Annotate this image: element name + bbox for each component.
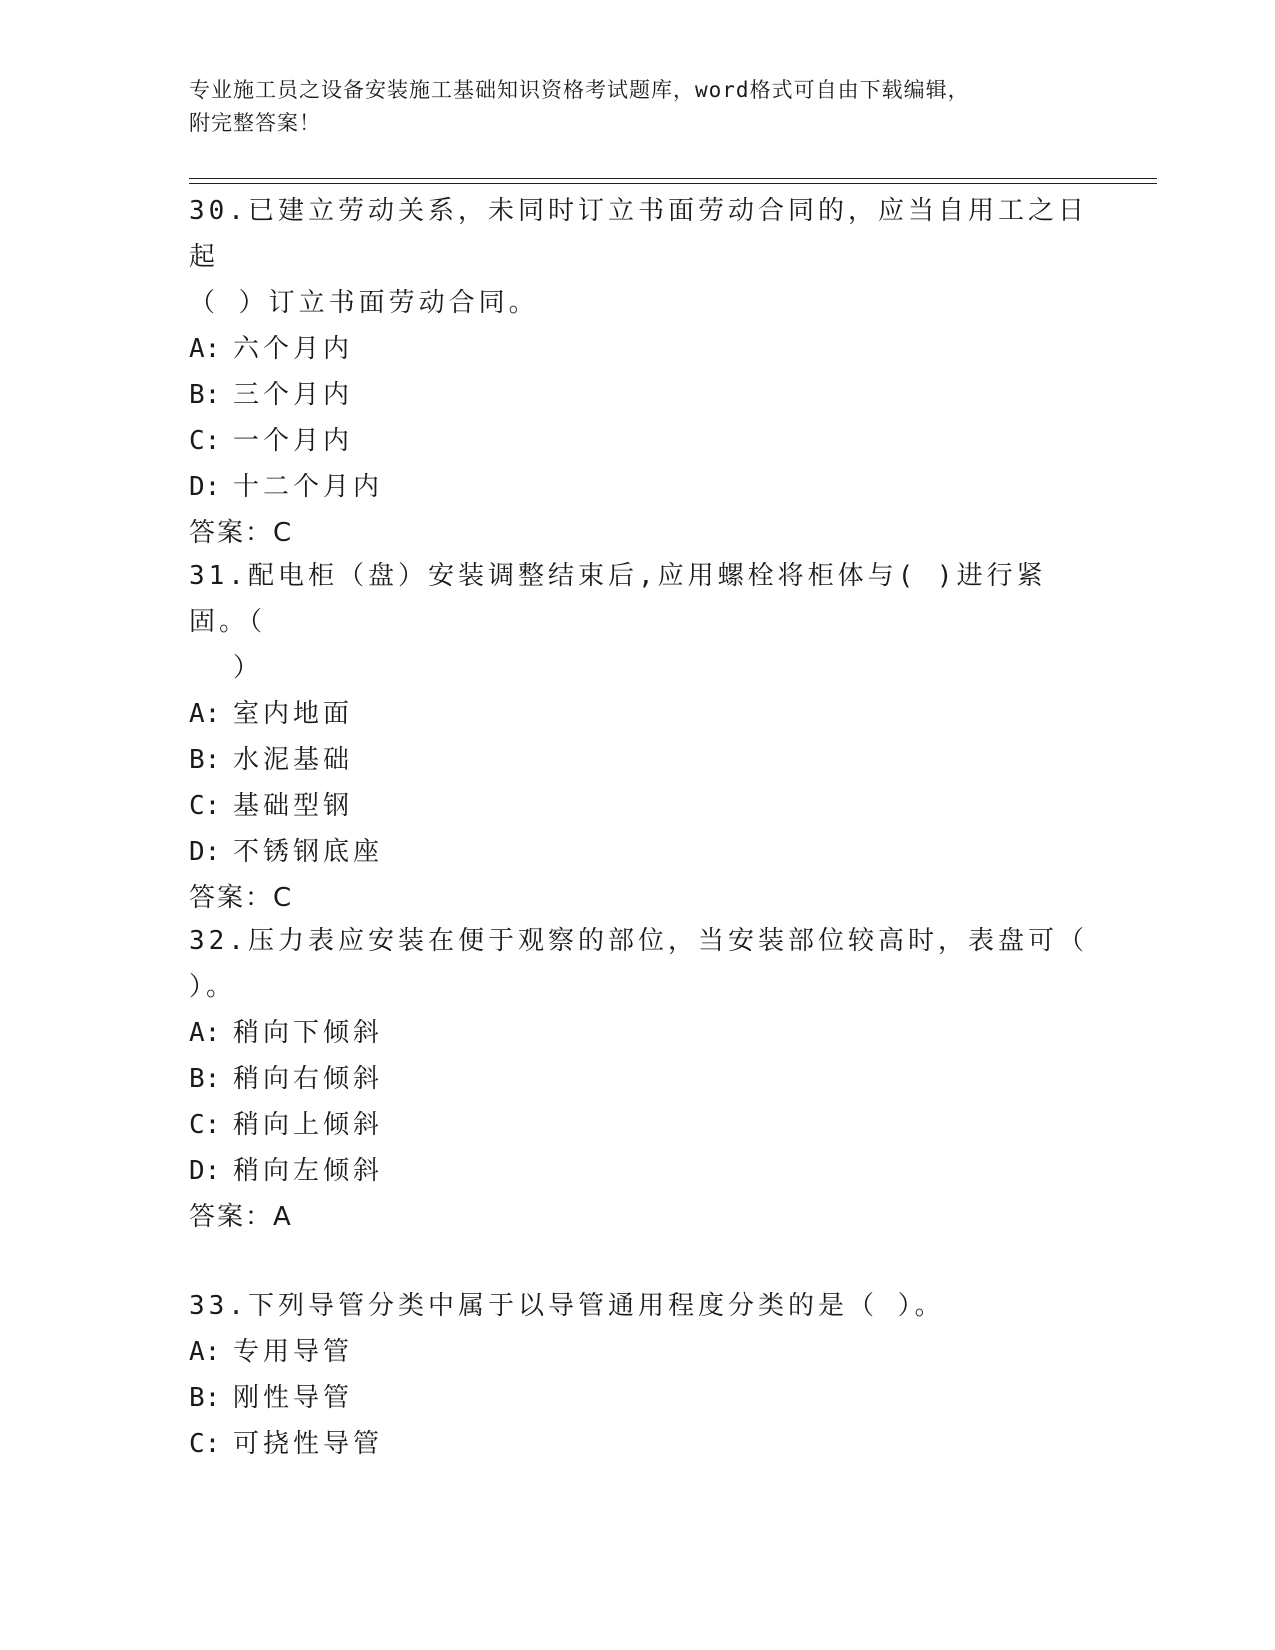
document-header [189,74,1089,140]
option-key: D: [189,1156,221,1186]
option-text: 三个月内 [233,380,354,410]
option-key: C: [189,1429,221,1459]
question-32 [189,918,1089,1240]
question-stem [189,188,1089,326]
question-33 [189,1283,1089,1467]
question-stem-line-1: 30.已建立劳动关系，未同时订立书面劳动合同的，应当自用工之日起 [189,196,1088,272]
option-a [189,1329,1089,1375]
option-key: A: [189,1337,221,1367]
option-a [189,691,1089,737]
option-key: C: [189,791,221,821]
option-b [189,1375,1089,1421]
option-key: A: [189,334,221,364]
option-c [189,1421,1089,1467]
answer: 答案：C [189,883,294,913]
option-key: A: [189,699,221,729]
option-d [189,464,1089,510]
header-line-1: 专业施工员之设备安装施工基础知识资格考试题库，word格式可自由下载编辑， [189,78,970,102]
option-text: 稍向下倾斜 [233,1018,384,1048]
option-d [189,829,1089,875]
option-key: C: [189,426,221,456]
answer: 答案：A [189,1202,293,1232]
option-key: C: [189,1110,221,1140]
option-key: D: [189,472,221,502]
option-c [189,418,1089,464]
header-divider-bottom [189,183,1157,184]
option-text: 十二个月内 [233,472,384,502]
option-b [189,1056,1089,1102]
question-stem [189,553,1089,691]
option-a [189,326,1089,372]
option-b [189,372,1089,418]
question-stem-line-2: ）。 [189,972,237,1002]
question-31 [189,553,1089,921]
header-divider-top [189,178,1157,179]
option-key: B: [189,1064,221,1094]
option-text: 刚性导管 [233,1383,354,1413]
question-stem-line-2: （ ）订立书面劳动合同。 [189,288,539,318]
header-line-2: 附完整答案！ [189,111,321,135]
option-d [189,1148,1089,1194]
option-text: 稍向右倾斜 [233,1064,384,1094]
option-text: 专用导管 [233,1337,354,1367]
question-stem [189,918,1089,1010]
option-key: B: [189,380,221,410]
option-key: A: [189,1018,221,1048]
question-30 [189,188,1089,556]
option-c [189,783,1089,829]
option-c [189,1102,1089,1148]
option-text: 不锈钢底座 [233,837,384,867]
option-text: 一个月内 [233,426,354,456]
question-stem-line-1: 32.压力表应安装在便于观察的部位，当安装部位较高时，表盘可（ [189,926,1088,956]
question-stem-line-1: 33.下列导管分类中属于以导管通用程度分类的是（ ）。 [189,1291,945,1321]
option-text: 六个月内 [233,334,354,364]
option-a [189,1010,1089,1056]
option-b [189,737,1089,783]
option-text: 稍向左倾斜 [233,1156,384,1186]
option-key: B: [189,1383,221,1413]
question-stem-line-2: ） [233,653,264,683]
option-text: 室内地面 [233,699,354,729]
option-key: B: [189,745,221,775]
question-stem-line-1: 31.配电柜（盘）安装调整结束后,应用螺栓将柜体与( )进行紧固。（ [189,561,1047,637]
answer: 答案：C [189,518,294,548]
option-key: D: [189,837,221,867]
option-text: 可挠性导管 [233,1429,384,1459]
option-text: 水泥基础 [233,745,354,775]
question-stem [189,1283,1089,1329]
option-text: 基础型钢 [233,791,354,821]
option-text: 稍向上倾斜 [233,1110,384,1140]
